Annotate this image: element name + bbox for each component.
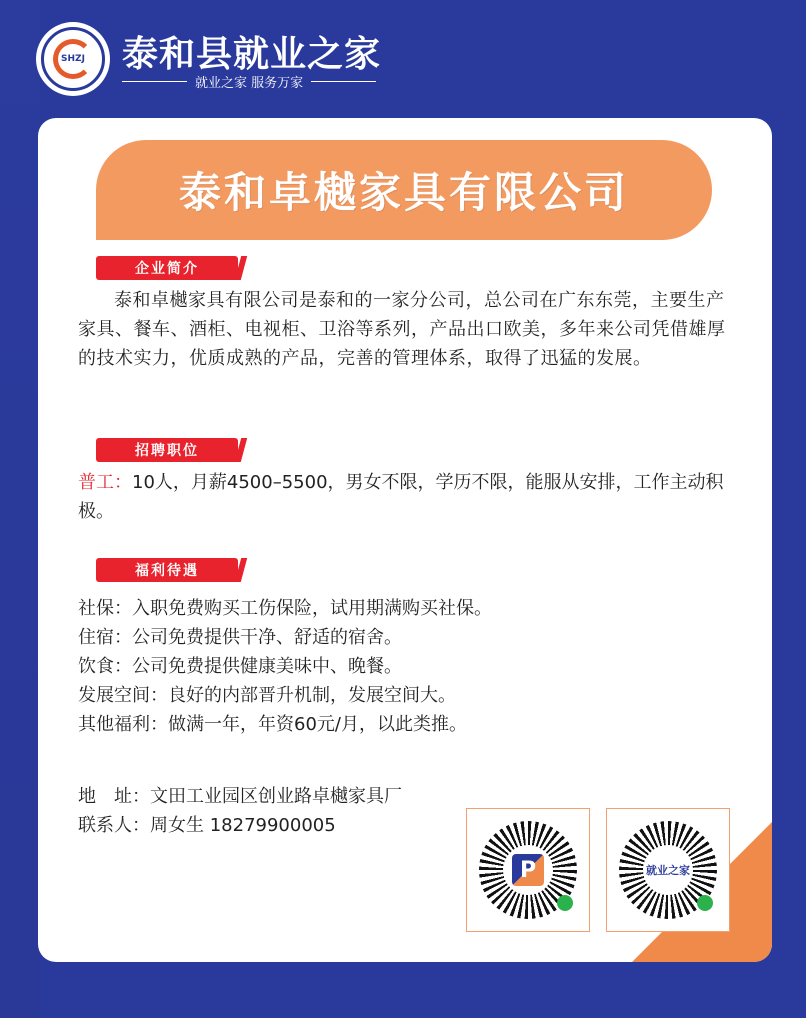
company-name: 泰和卓樾家具有限公司 — [178, 168, 629, 217]
logo — [36, 22, 110, 96]
job-title: 普工： — [78, 472, 132, 493]
job-text — [78, 468, 734, 526]
benefit-item: 住宿：公司免费提供干净、舒适的宿舍。 — [78, 627, 402, 648]
wechat-mini-icon — [697, 895, 713, 911]
logo-text: SHZJ — [61, 54, 85, 64]
qr-center-label: 就业之家 — [643, 845, 693, 895]
section-tag-intro: 企业简介 — [96, 256, 238, 280]
qr-center — [503, 845, 553, 895]
benefit-item: 社保：入职免费购买工伤保险，试用期满购买社保。 — [78, 598, 492, 619]
job-detail: 10人，月薪4500–5500，男女不限，学历不限，能服从安排，工作主动积极。 — [78, 472, 724, 522]
contact-person: 联系人：周女生 18279900005 — [78, 815, 336, 836]
section-tag-benefits: 福利待遇 — [96, 558, 238, 582]
benefits-list — [78, 594, 734, 739]
wechat-mini-icon — [557, 895, 573, 911]
company-logo-icon: P — [512, 854, 544, 886]
address-text: 地 址：文田工业园区创业路卓樾家具厂 — [78, 786, 402, 807]
content-card — [38, 118, 772, 962]
divider-left — [122, 81, 187, 82]
qr-code-company[interactable] — [466, 808, 590, 932]
background-decor — [0, 0, 40, 1018]
logo-g-icon — [53, 39, 93, 79]
section-tag-jobs: 招聘职位 — [96, 438, 238, 462]
logo-ring-icon — [41, 27, 105, 91]
benefit-item: 饮食：公司免费提供健康美味中、晚餐。 — [78, 656, 402, 677]
qr-code-jiuye[interactable] — [606, 808, 730, 932]
header-subtitle-text: 就业之家 服务万家 — [194, 76, 304, 91]
intro-text: 泰和卓樾家具有限公司是泰和的一家分公司，总公司在广东东莞，主要生产家具、餐车、酒柜、电视柜、卫浴等系列，产品出口欧美，多年来公司凭借雄厚的技术实力，优质成熟的产品，完善的管理体系，取得了迅猛的发展。 — [78, 290, 726, 369]
divider-right — [311, 81, 376, 82]
company-banner — [96, 140, 712, 240]
benefit-item: 其他福利：做满一年，年资60元/月，以此类推。 — [78, 714, 467, 735]
qr-pattern-icon — [619, 821, 717, 919]
header-title: 泰和县就业之家 — [122, 34, 382, 75]
header-subtitle — [122, 72, 376, 91]
benefit-item: 发展空间：良好的内部晋升机制，发展空间大。 — [78, 685, 456, 706]
qr-pattern-icon — [479, 821, 577, 919]
